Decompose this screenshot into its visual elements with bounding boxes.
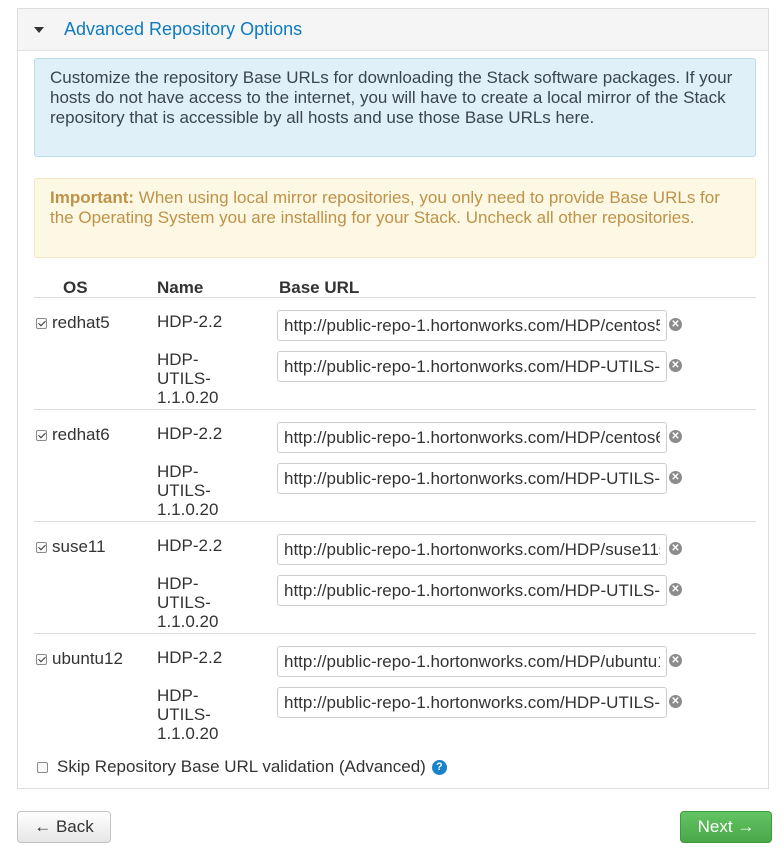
base-url-input[interactable] bbox=[277, 687, 667, 718]
os-suse11[interactable] bbox=[36, 537, 106, 557]
base-url-input[interactable] bbox=[277, 646, 667, 677]
base-url-input[interactable] bbox=[277, 463, 667, 494]
help-icon[interactable]: ? bbox=[432, 760, 447, 775]
row-divider bbox=[34, 521, 756, 522]
column-header-name: Name bbox=[157, 278, 204, 297]
repo-name: HDP-2.2 bbox=[157, 648, 223, 667]
os-checkbox[interactable] bbox=[36, 542, 47, 553]
clear-icon[interactable]: ✕ bbox=[669, 583, 682, 596]
base-url-input[interactable] bbox=[277, 351, 667, 382]
clear-icon[interactable]: ✕ bbox=[669, 359, 682, 372]
clear-icon[interactable]: ✕ bbox=[669, 318, 682, 331]
os-label: ubuntu12 bbox=[52, 649, 123, 668]
repo-name: HDP-2.2 bbox=[157, 424, 223, 443]
advanced-repository-panel bbox=[17, 8, 769, 789]
clear-icon[interactable]: ✕ bbox=[669, 430, 682, 443]
column-header-base-url: Base URL bbox=[279, 278, 360, 297]
warning-text: When using local mirror repositories, you only need to provide Base URLs for the Operating System you are installing for your Stack. Uncheck all other repositories. bbox=[50, 188, 720, 227]
panel-title[interactable]: Advanced Repository Options bbox=[64, 19, 303, 39]
os-checkbox[interactable] bbox=[36, 318, 47, 329]
base-url-input[interactable] bbox=[277, 575, 667, 606]
clear-icon[interactable]: ✕ bbox=[669, 471, 682, 484]
back-button[interactable]: ← Back bbox=[17, 811, 111, 843]
caret-down-icon[interactable] bbox=[34, 27, 44, 33]
panel-header[interactable] bbox=[18, 9, 768, 51]
os-label: redhat5 bbox=[52, 313, 110, 332]
repo-name: HDP-UTILS-1.1.0.20 bbox=[157, 350, 219, 407]
row-divider bbox=[34, 633, 756, 634]
os-redhat5[interactable] bbox=[36, 313, 110, 333]
skip-validation-row[interactable] bbox=[37, 757, 447, 777]
warning-label: Important: bbox=[50, 188, 135, 207]
info-alert bbox=[34, 58, 756, 157]
row-divider bbox=[34, 409, 756, 410]
clear-icon[interactable]: ✕ bbox=[669, 695, 682, 708]
base-url-input[interactable] bbox=[277, 310, 667, 341]
base-url-input[interactable] bbox=[277, 422, 667, 453]
clear-icon[interactable]: ✕ bbox=[669, 654, 682, 667]
next-button[interactable]: Next → bbox=[680, 811, 772, 843]
header-divider bbox=[34, 297, 756, 298]
skip-validation-checkbox[interactable] bbox=[37, 762, 48, 773]
os-redhat6[interactable] bbox=[36, 425, 110, 445]
column-header-os: OS bbox=[63, 278, 88, 297]
os-checkbox[interactable] bbox=[36, 430, 47, 441]
os-label: suse11 bbox=[52, 537, 106, 556]
repo-name: HDP-UTILS-1.1.0.20 bbox=[157, 462, 219, 519]
os-ubuntu12[interactable] bbox=[36, 649, 123, 669]
warning-alert bbox=[34, 178, 756, 258]
base-url-input[interactable] bbox=[277, 534, 667, 565]
repo-name: HDP-2.2 bbox=[157, 312, 223, 331]
repo-name: HDP-UTILS-1.1.0.20 bbox=[157, 574, 219, 631]
info-text: Customize the repository Base URLs for downloading the Stack software packages. If your hosts do not have access to the internet, you will have to create a local mirror of the Stack repository that is accessible by all hosts and use those Base URLs here. bbox=[50, 68, 733, 127]
os-label: redhat6 bbox=[52, 425, 110, 444]
repo-name: HDP-UTILS-1.1.0.20 bbox=[157, 686, 219, 743]
repo-name: HDP-2.2 bbox=[157, 536, 223, 555]
clear-icon[interactable]: ✕ bbox=[669, 542, 682, 555]
os-checkbox[interactable] bbox=[36, 654, 47, 665]
skip-validation-label: Skip Repository Base URL validation (Advanced) bbox=[57, 757, 426, 776]
